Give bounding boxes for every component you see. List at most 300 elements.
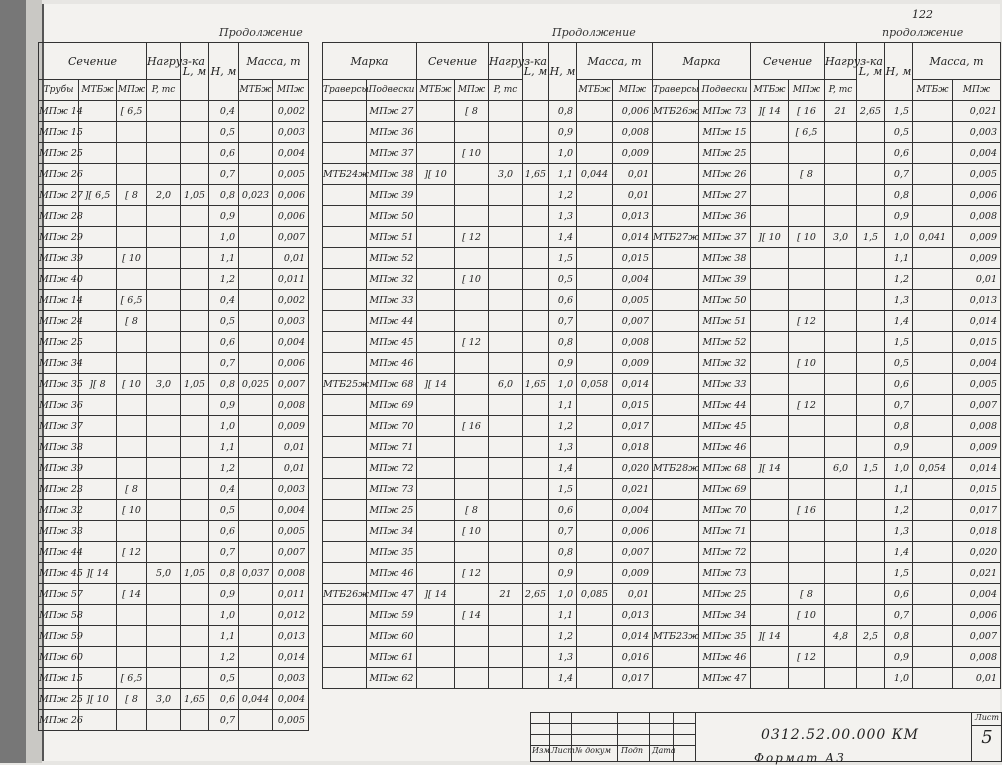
right-table-cell <box>751 122 789 143</box>
left-table-cell <box>147 311 181 332</box>
right-table-cell <box>751 185 789 206</box>
middle-table-cell: 0,6 <box>549 290 577 311</box>
middle-table-cell <box>489 290 523 311</box>
mass-header-2: Масса, т <box>577 43 653 80</box>
middle-table-cell <box>523 668 549 689</box>
right-table-cell <box>653 269 699 290</box>
right-table-cell: МПж 70 <box>699 500 751 521</box>
load-header-3: Нагруз-ка <box>825 43 857 80</box>
middle-table-cell: 6,0 <box>489 374 523 395</box>
left-table-cell: МПж 24 <box>39 311 79 332</box>
middle-table-cell <box>577 206 613 227</box>
middle-table-cell: МПж 52 <box>367 248 417 269</box>
middle-table-cell <box>323 185 367 206</box>
middle-table-cell <box>523 626 549 647</box>
middle-table-row <box>323 647 653 668</box>
middle-table-cell <box>417 626 455 647</box>
right-table-cell: 0,5 <box>885 122 913 143</box>
right-table-cell <box>857 269 885 290</box>
middle-table-cell: МПж 72 <box>367 458 417 479</box>
middle-table-cell <box>577 185 613 206</box>
right-table-cell <box>825 206 857 227</box>
h-header: H, м <box>209 43 239 101</box>
left-table-cell: 0,003 <box>273 668 309 689</box>
right-table-cell <box>751 164 789 185</box>
middle-table-cell <box>523 101 549 122</box>
left-table-cell <box>181 353 209 374</box>
middle-table-cell: 1,2 <box>549 626 577 647</box>
right-table-cell <box>857 647 885 668</box>
right-table-cell: 0,004 <box>953 584 1001 605</box>
right-table-cell <box>751 563 789 584</box>
middle-table-cell: 0,008 <box>613 332 653 353</box>
right-table-cell <box>751 353 789 374</box>
left-table-cell <box>147 227 181 248</box>
left-table-cell <box>181 290 209 311</box>
middle-table-cell: 0,009 <box>613 353 653 374</box>
right-table-cell <box>751 206 789 227</box>
right-table-cell: 0,020 <box>953 542 1001 563</box>
middle-table-cell <box>489 563 523 584</box>
middle-table-cell <box>323 206 367 227</box>
middle-table-cell <box>323 605 367 626</box>
left-table-cell: МПж 26 <box>39 164 79 185</box>
right-table-cell: МПж 39 <box>699 269 751 290</box>
left-table-cell: 1,2 <box>209 647 239 668</box>
middle-table-cell: 0,9 <box>549 563 577 584</box>
right-table-cell <box>825 437 857 458</box>
middle-table-cell <box>323 500 367 521</box>
middle-table-cell <box>577 500 613 521</box>
right-table-cell: МПж 25 <box>699 143 751 164</box>
middle-table-cell: МПж 68 <box>367 374 417 395</box>
right-table-cell: 0,015 <box>953 332 1001 353</box>
middle-table-cell <box>489 458 523 479</box>
right-table-cell: МПж 25 <box>699 584 751 605</box>
left-table-cell <box>239 500 273 521</box>
left-table-cell: МПж 25 <box>39 332 79 353</box>
left-table-cell: 0,4 <box>209 479 239 500</box>
middle-table-cell: ][ 10 <box>417 164 455 185</box>
left-table-cell: 0,002 <box>273 290 309 311</box>
right-table-cell <box>913 122 953 143</box>
left-table-cell: МПж 34 <box>39 353 79 374</box>
mtb-header: МТБж <box>79 80 117 101</box>
middle-table-cell: МПж 59 <box>367 605 417 626</box>
right-table-cell <box>751 479 789 500</box>
col-izm: Изм <box>532 746 550 755</box>
left-table-cell <box>79 122 117 143</box>
left-table-cell: 0,01 <box>273 248 309 269</box>
right-table-cell: МТБ23ж <box>653 626 699 647</box>
middle-table-cell <box>417 101 455 122</box>
middle-table-cell: [ 8 <box>455 101 489 122</box>
left-table-cell <box>117 164 147 185</box>
left-table-cell: 0,5 <box>209 311 239 332</box>
middle-table-cell <box>417 605 455 626</box>
left-table-cell <box>147 143 181 164</box>
left-table-cell <box>239 332 273 353</box>
right-table-cell <box>751 290 789 311</box>
left-table-cell <box>181 416 209 437</box>
right-table-cell <box>653 437 699 458</box>
mass-header-3: Масса, т <box>913 43 1001 80</box>
right-table-cell: 0,7 <box>885 605 913 626</box>
right-table-cell <box>913 353 953 374</box>
left-table-cell: 0,004 <box>273 500 309 521</box>
right-table-row <box>653 353 1001 374</box>
middle-table-row <box>323 395 653 416</box>
middle-table-cell <box>489 626 523 647</box>
right-table-cell <box>913 185 953 206</box>
right-table-cell <box>653 290 699 311</box>
middle-table-cell: МПж 36 <box>367 122 417 143</box>
right-table-cell: 0,008 <box>953 647 1001 668</box>
left-table-row <box>39 521 309 542</box>
middle-table-cell <box>417 206 455 227</box>
left-table-cell: 1,0 <box>209 605 239 626</box>
middle-table-cell: 1,4 <box>549 227 577 248</box>
right-table-cell <box>913 395 953 416</box>
left-table-cell: МПж 28 <box>39 206 79 227</box>
middle-table-cell: 1,2 <box>549 416 577 437</box>
left-table-cell: 1,2 <box>209 269 239 290</box>
right-table-cell <box>913 647 953 668</box>
right-table-cell <box>751 332 789 353</box>
middle-table-cell: 1,1 <box>549 605 577 626</box>
middle-table-cell <box>523 500 549 521</box>
right-table-cell <box>913 332 953 353</box>
middle-table-cell <box>417 479 455 500</box>
right-table-cell: 0,021 <box>953 563 1001 584</box>
left-table-cell <box>79 500 117 521</box>
left-table-row <box>39 563 309 584</box>
section-header-3: Сечение <box>751 43 825 80</box>
left-table-cell: 0,006 <box>273 353 309 374</box>
left-table-cell <box>147 458 181 479</box>
left-table-cell <box>239 395 273 416</box>
middle-table-cell <box>455 479 489 500</box>
right-table-cell: 4,8 <box>825 626 857 647</box>
left-table-cell <box>239 101 273 122</box>
middle-table-cell: МТБ25ж <box>323 374 367 395</box>
middle-table-cell <box>523 416 549 437</box>
right-table-cell: 6,0 <box>825 458 857 479</box>
right-table-cell: МПж 33 <box>699 374 751 395</box>
left-table-row <box>39 143 309 164</box>
left-table-row <box>39 206 309 227</box>
right-table-cell: [ 16 <box>789 101 825 122</box>
right-table-cell <box>913 479 953 500</box>
right-table-cell: МПж 73 <box>699 101 751 122</box>
middle-table-cell <box>323 311 367 332</box>
left-table-cell <box>147 479 181 500</box>
right-table-cell <box>825 395 857 416</box>
right-table-cell <box>653 605 699 626</box>
left-table-cell: 0,9 <box>209 584 239 605</box>
left-table-cell: МПж 39 <box>39 458 79 479</box>
middle-table-cell <box>489 227 523 248</box>
middle-table-cell: [ 8 <box>455 500 489 521</box>
left-table-cell: 0,7 <box>209 710 239 731</box>
left-table-cell: 1,65 <box>181 689 209 710</box>
right-table-cell <box>857 374 885 395</box>
p-header: P, тс <box>147 80 181 101</box>
right-table-row <box>653 647 1001 668</box>
right-table-cell <box>653 542 699 563</box>
left-table-cell: 0,006 <box>273 206 309 227</box>
left-table-cell: 0,005 <box>273 164 309 185</box>
left-table-cell: 0,7 <box>209 164 239 185</box>
middle-table-cell: МПж 25 <box>367 500 417 521</box>
left-table-row <box>39 416 309 437</box>
binding-strip <box>0 0 26 763</box>
right-table-cell: 0,009 <box>953 248 1001 269</box>
left-table-cell: МПж 14 <box>39 101 79 122</box>
left-table-cell: 5,0 <box>147 563 181 584</box>
middle-table-cell <box>323 353 367 374</box>
left-table-cell <box>147 437 181 458</box>
middle-table-cell: 0,016 <box>613 647 653 668</box>
left-table-cell: 0,4 <box>209 101 239 122</box>
left-table-cell <box>239 122 273 143</box>
right-table-cell <box>789 416 825 437</box>
left-table-cell <box>79 332 117 353</box>
sheet-label: Лист <box>972 713 1002 726</box>
right-table-cell <box>789 332 825 353</box>
right-table-cell: 2,65 <box>857 101 885 122</box>
hanger-header-3: Подвески <box>699 80 751 101</box>
right-table-row <box>653 332 1001 353</box>
load-header: Нагруз-ка <box>147 43 181 80</box>
l-header-2: L, м <box>523 43 549 101</box>
middle-table-cell <box>455 206 489 227</box>
left-table-cell: МПж 44 <box>39 542 79 563</box>
right-table-cell: 0,013 <box>953 290 1001 311</box>
right-table-cell <box>913 500 953 521</box>
right-table-cell <box>751 311 789 332</box>
left-table-cell <box>239 458 273 479</box>
left-table-cell <box>117 521 147 542</box>
middle-table-cell <box>577 353 613 374</box>
middle-table-row <box>323 164 653 185</box>
middle-table-cell <box>489 647 523 668</box>
traverse-header: Траверсы <box>323 80 367 101</box>
left-table-cell: МПж 57 <box>39 584 79 605</box>
left-table-cell: 0,023 <box>239 185 273 206</box>
middle-table-cell: 21 <box>489 584 523 605</box>
left-table-cell <box>239 626 273 647</box>
middle-table-cell: [ 10 <box>455 269 489 290</box>
left-table-cell <box>239 143 273 164</box>
right-table-cell <box>857 143 885 164</box>
left-table-cell <box>181 248 209 269</box>
right-table-cell: [ 16 <box>789 500 825 521</box>
middle-table-cell <box>417 269 455 290</box>
middle-table-cell <box>489 101 523 122</box>
continuation-label-3: продолжение <box>882 26 964 39</box>
right-table-cell <box>857 605 885 626</box>
middle-table-row <box>323 248 653 269</box>
left-table-cell <box>79 458 117 479</box>
right-table-cell: 0,015 <box>953 479 1001 500</box>
middle-table-row <box>323 185 653 206</box>
middle-table-row <box>323 416 653 437</box>
middle-table-cell: 1,1 <box>549 164 577 185</box>
col-date: Дата <box>652 746 676 755</box>
right-table-cell <box>825 542 857 563</box>
right-table-cell: МПж 27 <box>699 185 751 206</box>
left-table-cell <box>117 626 147 647</box>
middle-table-cell <box>417 542 455 563</box>
middle-table-cell: [ 16 <box>455 416 489 437</box>
middle-table-cell: МПж 47 <box>367 584 417 605</box>
right-table-cell: [ 12 <box>789 311 825 332</box>
middle-table-cell: [ 12 <box>455 332 489 353</box>
left-table-cell <box>147 269 181 290</box>
right-table-cell: 0,006 <box>953 605 1001 626</box>
middle-table-cell: 1,5 <box>549 248 577 269</box>
left-table-cell: МПж 59 <box>39 626 79 647</box>
left-table-cell: 0,004 <box>273 143 309 164</box>
middle-table-cell <box>455 248 489 269</box>
middle-table-row <box>323 101 653 122</box>
right-table-cell: 0,041 <box>913 227 953 248</box>
left-table-row <box>39 542 309 563</box>
right-table-cell <box>913 437 953 458</box>
left-table-cell: 0,013 <box>273 626 309 647</box>
left-table-cell: МПж 35 <box>39 374 79 395</box>
right-table-cell: МПж 51 <box>699 311 751 332</box>
middle-table-row <box>323 584 653 605</box>
left-table-cell: 0,008 <box>273 563 309 584</box>
middle-table-cell: 0,007 <box>613 542 653 563</box>
middle-table-cell <box>323 437 367 458</box>
right-table-cell <box>653 395 699 416</box>
left-table-cell: [ 8 <box>117 311 147 332</box>
left-table-cell <box>79 416 117 437</box>
right-table-cell: 0,009 <box>953 227 1001 248</box>
left-table-cell <box>147 500 181 521</box>
document-code: 0312.52.00.000 КМ <box>761 727 919 743</box>
left-table-cell <box>117 353 147 374</box>
right-table-cell: 0,8 <box>885 185 913 206</box>
left-table-cell: 0,009 <box>273 416 309 437</box>
page-mark: 122 <box>912 8 933 21</box>
right-table-cell <box>789 626 825 647</box>
left-table-cell: [ 12 <box>117 542 147 563</box>
middle-table-cell <box>489 353 523 374</box>
left-table-cell: МПж 58 <box>39 605 79 626</box>
left-table-cell: 0,6 <box>209 521 239 542</box>
right-table-cell <box>751 647 789 668</box>
middle-table-cell: МПж 73 <box>367 479 417 500</box>
left-table-cell <box>147 584 181 605</box>
mass-mpzh-header-2: МПж <box>613 80 653 101</box>
left-table-cell: 0,004 <box>273 689 309 710</box>
middle-table-cell: МПж 39 <box>367 185 417 206</box>
middle-table-cell <box>323 248 367 269</box>
left-table-cell: [ 8 <box>117 479 147 500</box>
h-header-2: H, м <box>549 43 577 101</box>
left-table-cell: 1,05 <box>181 563 209 584</box>
table-right <box>652 42 1001 689</box>
middle-table-cell: 0,015 <box>613 248 653 269</box>
left-table-cell: [ 6,5 <box>117 290 147 311</box>
right-table-cell: 1,5 <box>885 332 913 353</box>
left-table-cell: 0,5 <box>209 500 239 521</box>
continuation-label-1: Продолжение <box>219 26 303 39</box>
middle-table-cell <box>489 269 523 290</box>
right-table-cell <box>653 248 699 269</box>
right-table-cell <box>857 395 885 416</box>
right-table-cell <box>913 248 953 269</box>
right-table-cell <box>653 311 699 332</box>
right-table-cell <box>789 542 825 563</box>
left-table-cell <box>181 206 209 227</box>
right-table-cell <box>825 353 857 374</box>
middle-table-cell <box>489 668 523 689</box>
right-table-cell <box>653 500 699 521</box>
middle-table-row <box>323 500 653 521</box>
middle-table-cell <box>577 269 613 290</box>
middle-table-cell <box>455 290 489 311</box>
middle-table-cell <box>417 521 455 542</box>
right-table-cell: МПж 50 <box>699 290 751 311</box>
right-table-row <box>653 248 1001 269</box>
right-table-cell <box>653 374 699 395</box>
left-table-cell <box>117 710 147 731</box>
right-table-row <box>653 542 1001 563</box>
left-table-cell: 0,003 <box>273 122 309 143</box>
right-table-row <box>653 416 1001 437</box>
right-table-cell: 0,9 <box>885 647 913 668</box>
middle-table-cell <box>417 437 455 458</box>
p-header-2: P, тс <box>489 80 523 101</box>
middle-table-cell <box>323 647 367 668</box>
left-table-cell: [ 10 <box>117 500 147 521</box>
left-table-cell: МПж 15 <box>39 122 79 143</box>
left-table-cell <box>239 668 273 689</box>
middle-table-cell: 2,65 <box>523 584 549 605</box>
right-table-row <box>653 143 1001 164</box>
middle-table-cell <box>455 584 489 605</box>
traverse-header-3: Траверсы <box>653 80 699 101</box>
middle-table-row <box>323 206 653 227</box>
left-table-cell: 0,006 <box>273 185 309 206</box>
left-table-cell: 0,6 <box>209 332 239 353</box>
left-table-cell <box>181 710 209 731</box>
middle-table-cell <box>523 353 549 374</box>
left-table-cell <box>117 332 147 353</box>
right-table-row <box>653 290 1001 311</box>
left-table-row <box>39 122 309 143</box>
middle-table-cell: 0,7 <box>549 311 577 332</box>
left-table-cell: 0,007 <box>273 374 309 395</box>
middle-table-cell: 0,8 <box>549 101 577 122</box>
middle-table-cell: 0,044 <box>577 164 613 185</box>
left-table-row <box>39 647 309 668</box>
middle-table-cell <box>489 122 523 143</box>
right-table-row <box>653 311 1001 332</box>
right-table-row <box>653 227 1001 248</box>
middle-table-cell <box>523 542 549 563</box>
right-table-cell: ][ 10 <box>751 227 789 248</box>
middle-table-cell <box>455 647 489 668</box>
right-table-cell: МПж 46 <box>699 647 751 668</box>
middle-table-cell: [ 12 <box>455 227 489 248</box>
left-table-cell <box>79 143 117 164</box>
